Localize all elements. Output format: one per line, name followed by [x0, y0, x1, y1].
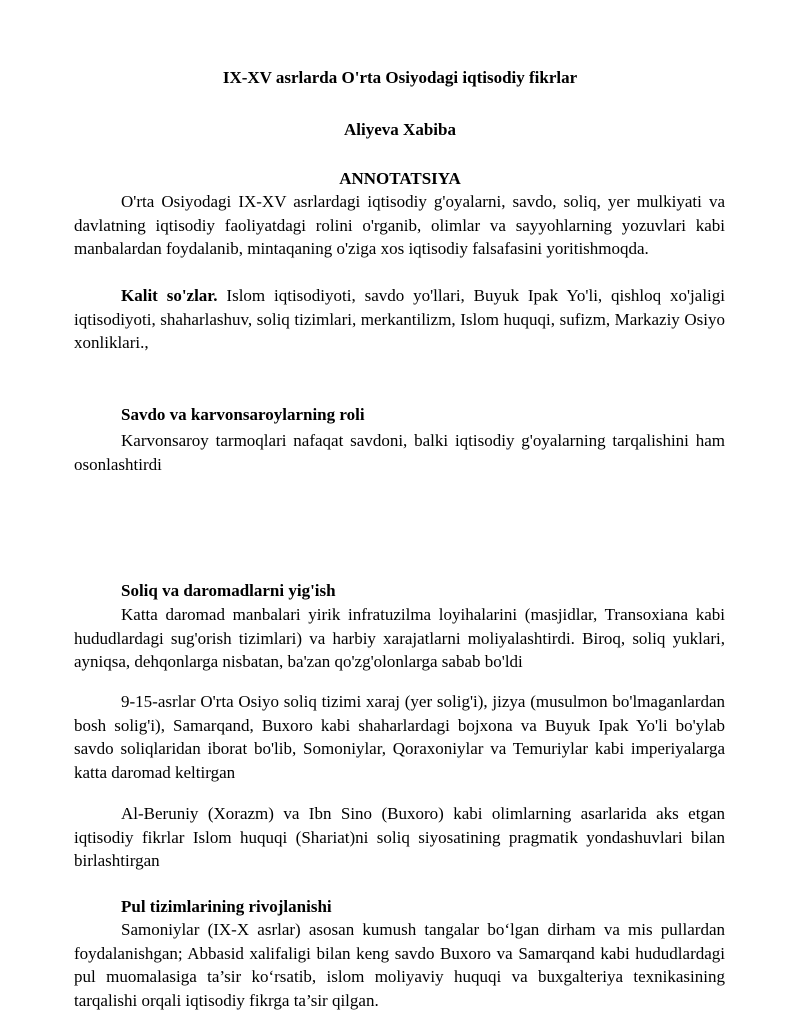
section-trade-text: Karvonsaroy tarmoqlari nafaqat savdoni, balki iqtisodiy g'oyalarning tarqalishini ham osonlashtirdi [74, 431, 725, 474]
keywords-paragraph [74, 284, 725, 355]
section-heading-money: Pul tizimlarining rivojlanishi [121, 897, 332, 916]
annotation-text: O'rta Osiyodagi IX-XV asrlardagi iqtisodiy g'oyalarni, savdo, soliq, yer mulkiyati va davlatning iqtisodiy faoliyatdagi rolini o'rganib, olimlar va sayyohlarning yozuvlari kabi manbalardan foydalanib, mintaqaning o'ziga xos iqtisodiy falsafasini yoritishmoqda. [74, 192, 725, 258]
section-heading-tax: Soliq va daromadlarni yig'ish [121, 581, 336, 600]
section-tax-paragraph-3: Al-Beruniy (Xorazm) va Ibn Sino (Buxoro) kabi olimlarning asarlarida aks etgan iqtisodiy fikrlar Islom huquqi (Shariat)ni soliq siyosatining pragmatik yondashuvlari bilan birlashtirgan [74, 804, 725, 870]
annotation-heading: ANNOTATSIYA [339, 169, 461, 188]
section-heading-trade: Savdo va karvonsaroylarning roli [121, 405, 365, 424]
section-money-text: Samoniylar (IX-X asrlar) asosan kumush tangalar bo‘lgan dirham va mis pullardan foydalanishgan; Abbasid xalifaligi bilan keng savdo Buxoro va Samarqand kabi hududlardagi pul muomalasiga ta’sir ko‘rsatib, islom moliyaviy huquqi va buxgalteriya texnikasining tarqalishi orqali iqtisodiy fikrga ta’sir qilgan. [74, 920, 725, 1010]
document-author: Aliyeva Xabiba [344, 120, 456, 139]
section-tax-paragraph-1: Katta daromad manbalari yirik infratuzilma loyihalarini (masjidlar, Transoxiana kabi hududlardagi sug'orish tizimlari) va harbiy xarajatlarni moliyalashtirdi. Biroq, soliq yuklari, ayniqsa, dehqonlarga nisbatan, ba'zan qo'zg'olonlarga sabab bo'ldi [74, 605, 725, 671]
keywords-text: Islom iqtisodiyoti, savdo yo'llari, Buyuk Ipak Yo'li, qishloq xo'jaligi iqtisodiyoti, shaharlashuv, soliq tizimlari, merkantilizm, Islom huquqi, sufizm, Markaziy Osiyo xonliklari., [74, 286, 725, 352]
document-title: IX-XV asrlarda O'rta Osiyodagi iqtisodiy fikrlar [222, 68, 578, 87]
section-tax-paragraph-2: 9-15-asrlar O'rta Osiyo soliq tizimi xaraj (yer solig'i), jizya (musulmon bo'lmaganlardan bosh solig'i), Samarqand, Buxoro kabi shaharlardagi bojxona va Buyuk Ipak Yo'li bo'ylab savdo soliqlaridan iborat bo'lib, Somoniylar, Qoraxoniylar va Temuriylar kabi imperiyalarga katta daromad keltirgan [74, 692, 725, 782]
keywords-label: Kalit so'zlar. [121, 286, 218, 305]
